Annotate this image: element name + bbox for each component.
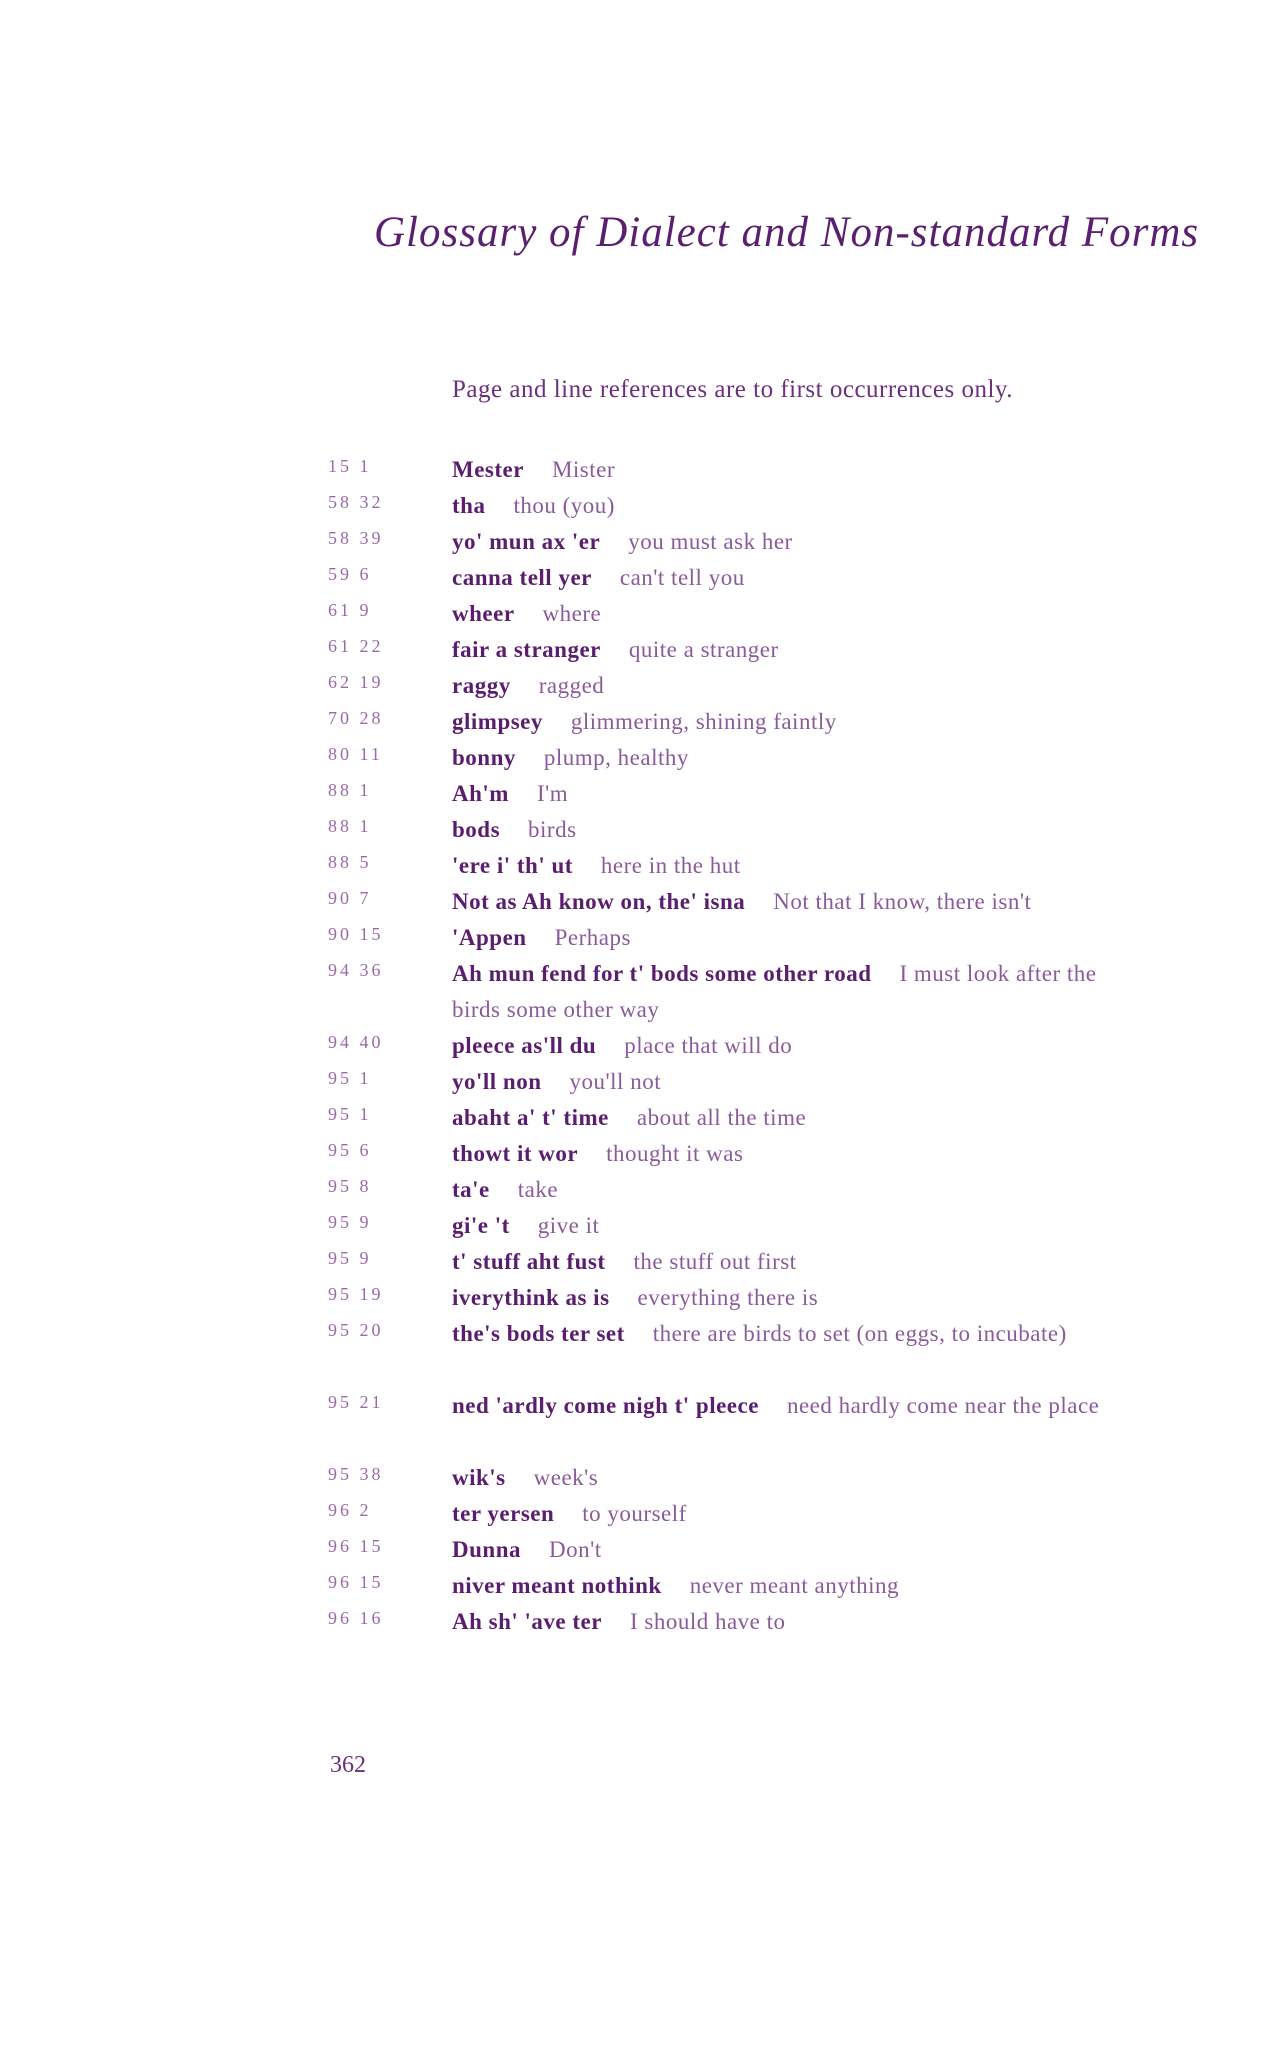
entry-body bbox=[452, 1604, 1122, 1640]
entry-body bbox=[452, 1244, 1122, 1280]
glossary-entry bbox=[0, 920, 1262, 956]
entry-gloss: can't tell you bbox=[619, 565, 745, 590]
entry-reference: 95 19 bbox=[328, 1284, 384, 1304]
entry-body bbox=[452, 1136, 1122, 1172]
entry-term: gi'e 't bbox=[452, 1213, 510, 1238]
entry-gloss: to yourself bbox=[582, 1501, 687, 1526]
entry-term: wheer bbox=[452, 601, 515, 626]
entry-reference: 95 38 bbox=[328, 1464, 384, 1484]
entry-body bbox=[452, 488, 1122, 524]
entry-reference: 61 9 bbox=[328, 600, 372, 620]
glossary-entry bbox=[0, 884, 1262, 920]
glossary-entry bbox=[0, 668, 1262, 704]
entry-gloss: you'll not bbox=[569, 1069, 662, 1094]
entry-reference: 94 40 bbox=[328, 1032, 384, 1052]
entry-reference: 88 5 bbox=[328, 852, 372, 872]
entry-reference: 94 36 bbox=[328, 960, 384, 980]
entry-reference: 96 2 bbox=[328, 1500, 372, 1520]
entry-term: iverythink as is bbox=[452, 1285, 610, 1310]
glossary-entry bbox=[0, 1280, 1262, 1316]
entry-gloss: I must look after the birds some other way bbox=[452, 961, 1097, 1022]
glossary-entry bbox=[0, 1532, 1262, 1568]
glossary-entry bbox=[0, 740, 1262, 776]
entry-reference: 88 1 bbox=[328, 816, 372, 836]
glossary-entry bbox=[0, 1568, 1262, 1604]
entry-gloss: there are birds to set (on eggs, to incubate) bbox=[652, 1321, 1067, 1346]
entry-gloss: Don't bbox=[548, 1537, 602, 1562]
entry-body bbox=[452, 1316, 1122, 1352]
glossary-entry bbox=[0, 1136, 1262, 1172]
entry-gloss: week's bbox=[533, 1465, 599, 1490]
entry-term: pleece as'll du bbox=[452, 1033, 597, 1058]
entry-term: tha bbox=[452, 493, 486, 518]
glossary-list bbox=[0, 452, 1262, 1640]
glossary-entry bbox=[0, 1100, 1262, 1136]
glossary-entry bbox=[0, 1496, 1262, 1532]
entry-reference: 80 11 bbox=[328, 744, 383, 764]
entry-term: glimpsey bbox=[452, 709, 543, 734]
entry-term: fair a stranger bbox=[452, 637, 601, 662]
glossary-entry bbox=[0, 1244, 1262, 1280]
entry-body bbox=[452, 1172, 1122, 1208]
entry-gloss: where bbox=[542, 601, 602, 626]
entry-term: 'Appen bbox=[452, 925, 527, 950]
entry-body bbox=[452, 920, 1122, 956]
entry-body bbox=[452, 1532, 1122, 1568]
entry-body bbox=[452, 884, 1122, 920]
glossary-entry bbox=[0, 1028, 1262, 1064]
glossary-entry bbox=[0, 848, 1262, 884]
entry-term: Ah'm bbox=[452, 781, 509, 806]
entry-gloss: about all the time bbox=[636, 1105, 807, 1130]
entry-gloss: never meant anything bbox=[689, 1573, 899, 1598]
entry-gloss: Perhaps bbox=[554, 925, 631, 950]
entry-body bbox=[452, 848, 1122, 884]
glossary-entry bbox=[0, 956, 1262, 1028]
glossary-entry bbox=[0, 1604, 1262, 1640]
entry-gloss: thou (you) bbox=[513, 493, 615, 518]
entry-gloss: Not that I know, there isn't bbox=[773, 889, 1032, 914]
entry-body bbox=[452, 1100, 1122, 1136]
entry-body bbox=[452, 596, 1122, 632]
entry-reference: 88 1 bbox=[328, 780, 372, 800]
entry-gloss: plump, healthy bbox=[543, 745, 689, 770]
entry-reference: 95 9 bbox=[328, 1248, 372, 1268]
entry-gloss: ragged bbox=[538, 673, 605, 698]
glossary-entry bbox=[0, 812, 1262, 848]
entry-body bbox=[452, 1028, 1122, 1064]
entry-reference: 95 21 bbox=[328, 1392, 384, 1412]
glossary-entry bbox=[0, 1208, 1262, 1244]
intro-note: Page and line references are to first occurrences only. bbox=[452, 376, 1014, 403]
entry-gloss: I'm bbox=[536, 781, 569, 806]
entry-term: Mester bbox=[452, 457, 524, 482]
entry-gloss: thought it was bbox=[606, 1141, 744, 1166]
entry-term: ta'e bbox=[452, 1177, 490, 1202]
entry-term: yo' mun ax 'er bbox=[452, 529, 601, 554]
entry-gloss: need hardly come near the place bbox=[786, 1393, 1100, 1418]
entry-term: bods bbox=[452, 817, 501, 842]
entry-body bbox=[452, 1388, 1122, 1424]
entry-body bbox=[452, 1496, 1122, 1532]
entry-gloss: glimmering, shining faintly bbox=[570, 709, 837, 734]
entry-gloss: give it bbox=[537, 1213, 600, 1238]
page-number: 362 bbox=[330, 1752, 366, 1778]
entry-term: Ah mun fend for t' bods some other road bbox=[452, 961, 872, 986]
entry-body bbox=[452, 524, 1122, 560]
entry-term: ned 'ardly come nigh t' pleece bbox=[452, 1393, 759, 1418]
entry-term: 'ere i' th' ut bbox=[452, 853, 573, 878]
glossary-entry bbox=[0, 560, 1262, 596]
entry-term: Ah sh' 'ave ter bbox=[452, 1609, 602, 1634]
entry-body bbox=[452, 1064, 1122, 1100]
entry-body bbox=[452, 812, 1122, 848]
entry-gloss: take bbox=[517, 1177, 559, 1202]
entry-term: t' stuff aht fust bbox=[452, 1249, 606, 1274]
entry-term: yo'll non bbox=[452, 1069, 542, 1094]
entry-body bbox=[452, 1568, 1122, 1604]
entry-term: the's bods ter set bbox=[452, 1321, 625, 1346]
entry-reference: 95 6 bbox=[328, 1140, 372, 1160]
glossary-entry bbox=[0, 632, 1262, 668]
glossary-entry bbox=[0, 1316, 1262, 1388]
entry-reference: 58 39 bbox=[328, 528, 384, 548]
entry-reference: 96 15 bbox=[328, 1536, 384, 1556]
glossary-entry bbox=[0, 524, 1262, 560]
entry-body bbox=[452, 740, 1122, 776]
entry-reference: 96 15 bbox=[328, 1572, 384, 1592]
entry-term: Not as Ah know on, the' isna bbox=[452, 889, 746, 914]
glossary-entry bbox=[0, 488, 1262, 524]
entry-term: thowt it wor bbox=[452, 1141, 579, 1166]
entry-body bbox=[452, 1280, 1122, 1316]
entry-body bbox=[452, 776, 1122, 812]
entry-gloss: here in the hut bbox=[600, 853, 741, 878]
entry-term: Dunna bbox=[452, 1537, 521, 1562]
entry-body bbox=[452, 560, 1122, 596]
glossary-entry bbox=[0, 452, 1262, 488]
entry-reference: 90 15 bbox=[328, 924, 384, 944]
entry-body bbox=[452, 1208, 1122, 1244]
entry-reference: 96 16 bbox=[328, 1608, 384, 1628]
entry-reference: 61 22 bbox=[328, 636, 384, 656]
entry-reference: 70 28 bbox=[328, 708, 384, 728]
entry-term: raggy bbox=[452, 673, 511, 698]
entry-term: canna tell yer bbox=[452, 565, 592, 590]
entry-term: wik's bbox=[452, 1465, 506, 1490]
entry-reference: 15 1 bbox=[328, 456, 372, 476]
glossary-entry bbox=[0, 1460, 1262, 1496]
entry-gloss: Mister bbox=[551, 457, 616, 482]
entry-term: niver meant nothink bbox=[452, 1573, 662, 1598]
entry-reference: 95 8 bbox=[328, 1176, 372, 1196]
entry-gloss: everything there is bbox=[637, 1285, 819, 1310]
glossary-entry bbox=[0, 1172, 1262, 1208]
entry-reference: 90 7 bbox=[328, 888, 372, 908]
entry-reference: 58 32 bbox=[328, 492, 384, 512]
entry-reference: 62 19 bbox=[328, 672, 384, 692]
entry-term: bonny bbox=[452, 745, 516, 770]
glossary-entry bbox=[0, 704, 1262, 740]
entry-gloss: I should have to bbox=[629, 1609, 786, 1634]
entry-body bbox=[452, 668, 1122, 704]
glossary-entry bbox=[0, 776, 1262, 812]
entry-reference: 95 9 bbox=[328, 1212, 372, 1232]
entry-term: abaht a' t' time bbox=[452, 1105, 609, 1130]
entry-body bbox=[452, 452, 1122, 488]
entry-gloss: place that will do bbox=[624, 1033, 793, 1058]
entry-gloss: quite a stranger bbox=[628, 637, 779, 662]
glossary-entry bbox=[0, 1064, 1262, 1100]
glossary-title: Glossary of Dialect and Non-standard Forms bbox=[374, 209, 1200, 256]
glossary-entry bbox=[0, 596, 1262, 632]
entry-gloss: the stuff out first bbox=[633, 1249, 797, 1274]
entry-body bbox=[452, 956, 1122, 1028]
entry-body bbox=[452, 1460, 1122, 1496]
entry-reference: 59 6 bbox=[328, 564, 372, 584]
entry-term: ter yersen bbox=[452, 1501, 555, 1526]
entry-body bbox=[452, 704, 1122, 740]
entry-reference: 95 1 bbox=[328, 1068, 372, 1088]
glossary-entry bbox=[0, 1388, 1262, 1460]
entry-body bbox=[452, 632, 1122, 668]
entry-reference: 95 20 bbox=[328, 1320, 384, 1340]
entry-gloss: you must ask her bbox=[628, 529, 793, 554]
entry-gloss: birds bbox=[528, 817, 577, 842]
entry-reference: 95 1 bbox=[328, 1104, 372, 1124]
